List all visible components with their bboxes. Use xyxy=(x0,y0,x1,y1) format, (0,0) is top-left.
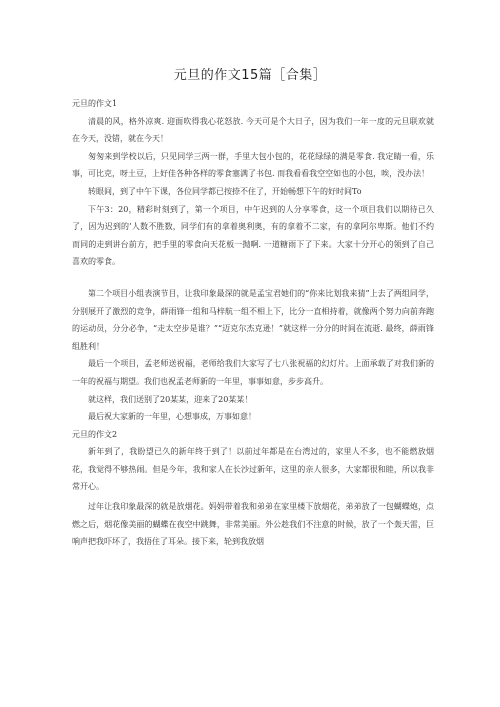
essay-2-heading: 元旦的作文2 xyxy=(72,429,118,439)
essay-1-paragraph-8: 最后祝大家新的一年里，心想事成，万事如意！ xyxy=(88,412,256,422)
paragraph-spacer xyxy=(72,271,434,285)
document-title: 元旦的作文15篇［合集］ xyxy=(173,68,327,83)
essay-1-paragraph-3: 转眼间，到了中午下课，各位同学都已按捺不住了，开始畅想下午的好时间To xyxy=(88,186,362,196)
essay-2-paragraph-1: 新年到了，我盼望已久的新年终于到了！以前过年都是在台湾过的，家里人不多，也不能燃放烟花，我觉得不够热闹。但是今年，我和家人在长沙过新年，这里的亲人很多，大家都很和睦，所以我非常开心。 xyxy=(72,447,434,492)
essay-1-paragraph-7: 就这样，我们送别了20某某，迎来了20某某！ xyxy=(88,394,253,404)
document-body xyxy=(72,95,434,551)
essay-1-paragraph-4: 下午3：20，精彩时刻到了，第一个项目，中午迟到的人分享零食，这一个项目我们以期待已久了，因为迟到的’人数不胜数，同学们有的拿着奥利奥，有的拿着不二家，有的拿阿尔卑斯。他们不约而同的走到讲台前方，把手里的零食向天花板一抛啊. 一道糖雨下了下来。大家十分开心的领到了自己喜欢的零食。 xyxy=(72,204,434,267)
essay-1-paragraph-2: 匆匆来到学校以后，只见同学三两一群，手里大包小包的，花花绿绿的满是零食. 我定睛一看，乐事，可比克，呀土豆，上好佳各种各样的零食塞满了书包. 而我看看我空空如也的小包，唉，没办法！ xyxy=(72,151,434,179)
essay-1-paragraph-1: 清晨的风，格外凉爽. 迎面吹得我心花怒放. 今天可是个大日子，因为我们一年一度的元旦联欢就在今天，没错，就在今天！ xyxy=(72,116,434,144)
essay-1-heading: 元旦的作文1 xyxy=(72,99,118,108)
essay-1-paragraph-5: 第二个项目小组表演节目，让我印象最深的就是孟宝君她们的“你来比划我来猜”上去了两组同学，分别展开了激烈的竞争，薛雨锋一组和马梓航一组不相上下，比分一直相持着，就像两个努力向前奔跑的运动员，分分必争，“走太空步是谁？”“迈克尔杰克逊！”就这样一分分的时间在流逝. 最终，薛雨锋组胜利！ xyxy=(72,288,434,351)
essay-1-paragraph-6: 最后一个项目，孟老师送祝福，老师给我们大家写了七八张祝福的幻灯片。上面承载了对我们新的一年的祝福与期望。我们也祝孟老师新的一年里，事事如意，步步高升。 xyxy=(72,359,434,386)
essay-2-paragraph-2: 过年让我印象最深的就是放烟花。妈妈带着我和弟弟在家里楼下放烟花，弟弟放了一包蝴蝶炮，点燃之后，烟花像美丽的蝴蝶在夜空中跳舞，非常美丽。外公趁我们不注意的时候，放了一个轰天雷，巨响声把我吓坏了，我捂住了耳朵。接下来，轮到我放烟 xyxy=(72,502,434,547)
